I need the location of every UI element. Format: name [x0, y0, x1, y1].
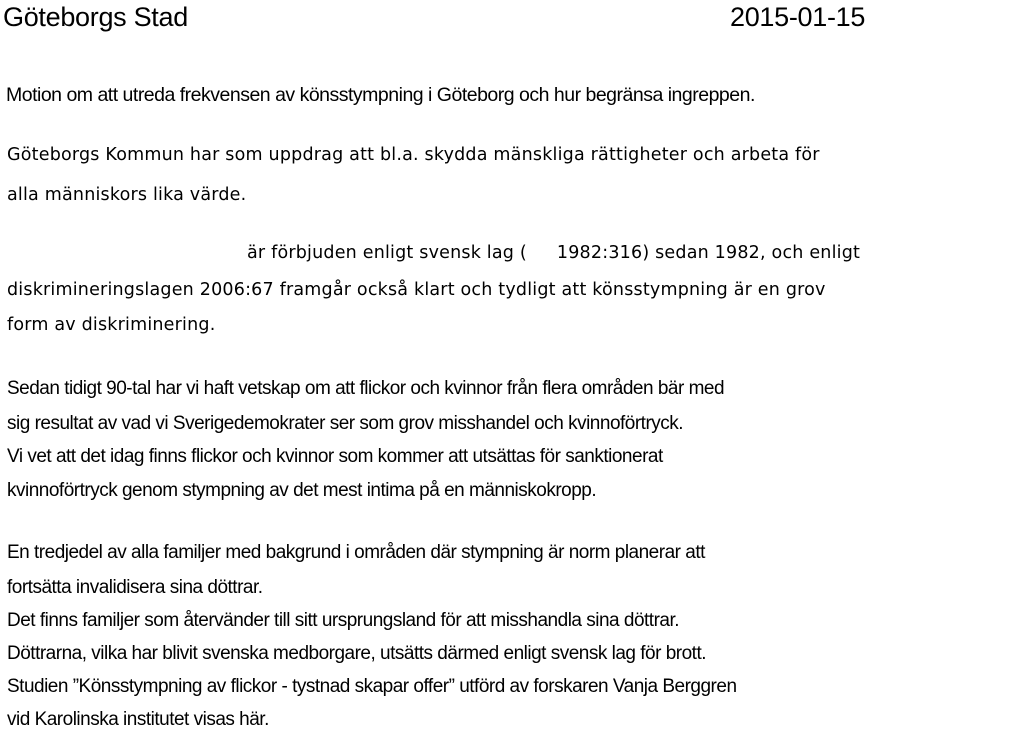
document-date: 2015-01-15: [730, 2, 866, 32]
paragraph-line: En tredjedel av alla familjer med bakgrund i områden där stympning är norm planerar att: [7, 542, 705, 563]
paragraph-line: Det finns familjer som återvänder till sitt ursprungsland för att misshandla sina döttrar.: [7, 610, 680, 631]
paragraph-line: fortsätta invalidisera sina döttrar.: [7, 577, 263, 598]
paragraph-text: är förbjuden enligt svensk lag (: [247, 243, 527, 263]
paragraph-line: diskrimineringslagen 2006:67 framgår också klart och tydligt att könsstympning är en grov: [7, 280, 826, 300]
paragraph-line: Studien ”Könsstympning av flickor - tystnad skapar offer” utförd av forskaren Vanja Berggren: [7, 676, 737, 697]
paragraph-line: sig resultat av vad vi Sverigedemokrater ser som grov misshandel och kvinnoförtryck.: [7, 413, 684, 434]
paragraph-line: Sedan tidigt 90-tal har vi haft vetskap om att flickor och kvinnor från flera områden bär med: [7, 378, 725, 399]
paragraph-line: form av diskriminering.: [7, 315, 216, 335]
paragraph-line: alla människors lika värde.: [7, 185, 247, 205]
paragraph-line: [247, 243, 860, 263]
paragraph-line: kvinnoförtryck genom stympning av det mest intima på en människokropp.: [7, 480, 597, 501]
paragraph-line: Vi vet att det idag finns flickor och kvinnor som kommer att utsättas för sanktionerat: [7, 446, 663, 467]
paragraph-line: vid Karolinska institutet visas här.: [7, 709, 269, 730]
organization-name: Göteborgs Stad: [3, 2, 188, 32]
motion-title: Motion om att utreda frekvensen av könsstympning i Göteborg och hur begränsa ingreppen.: [6, 84, 755, 106]
paragraph-line: Göteborgs Kommun har som uppdrag att bl.a. skydda mänskliga rättigheter och arbeta för: [7, 145, 820, 165]
paragraph-line: Döttrarna, vilka har blivit svenska medborgare, utsätts därmed enligt svensk lag för brott.: [7, 643, 707, 664]
document-header: [3, 2, 1013, 46]
law-reference: 1982:316) sedan 1982, och enligt: [556, 243, 861, 263]
